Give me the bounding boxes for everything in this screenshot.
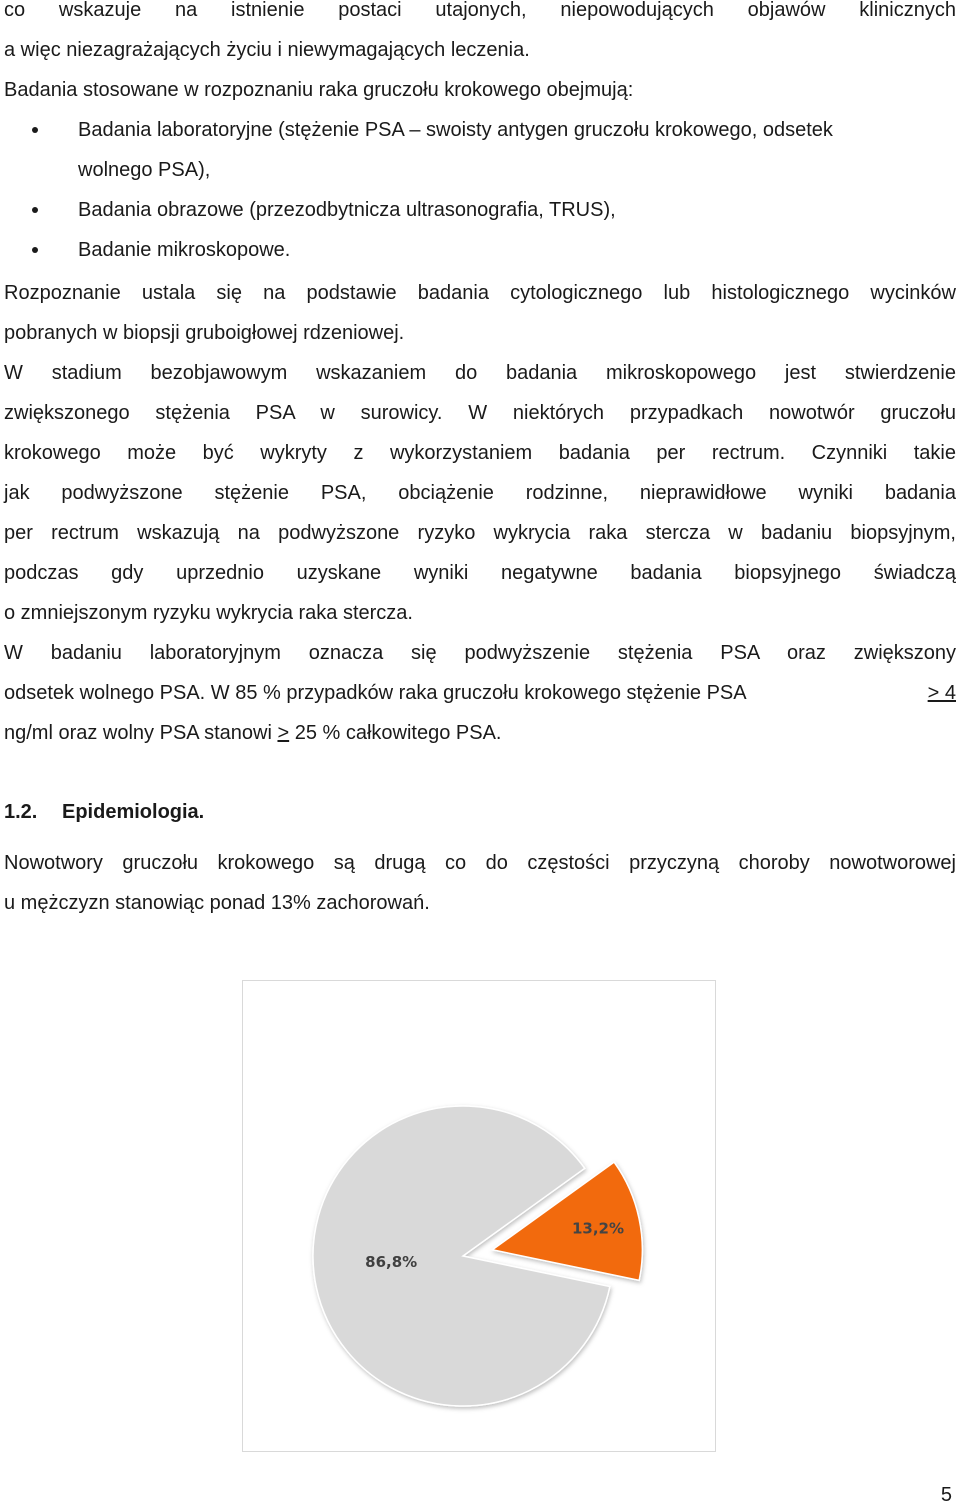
text-line: W stadium bezobjawowym wskazaniem do badania mikroskopowego jest stwierdzenie — [4, 362, 956, 384]
text-line: Badania stosowane w rozpoznaniu raka gruczołu krokowego obejmują: — [4, 79, 634, 101]
list-item-text: Badania obrazowe (przezodbytnicza ultrasonografia, TRUS), — [78, 199, 616, 221]
bullet-icon — [32, 207, 38, 213]
list-item-text: Badanie mikroskopowe. — [78, 239, 291, 261]
text-line — [4, 673, 956, 713]
section-number: 1.2. — [4, 801, 38, 823]
diagnosis-paragraph — [4, 273, 956, 753]
bullet-icon — [32, 127, 38, 133]
section-heading — [4, 792, 204, 832]
text-segment: > — [277, 722, 290, 744]
text-segment: ng/ml oraz wolny PSA stanowi — [4, 722, 272, 744]
text-line: Rozpoznanie ustala się na podstawie badania cytologicznego lub histologicznego wycinków — [4, 282, 956, 304]
page-number: 5 — [940, 1484, 952, 1506]
intro-paragraph — [4, 0, 956, 110]
text-segment: odsetek wolnego PSA. W 85 % przypadków raka gruczołu krokowego stężenie PSA — [4, 682, 747, 704]
text-line: pobranych w biopsji gruboigłowej rdzeniowej. — [4, 322, 405, 344]
pie-data-label: 86,8% — [365, 1253, 418, 1272]
list-item-text: wolnego PSA), — [78, 159, 211, 181]
text-segment: 25 % całkowitego PSA. — [289, 722, 502, 744]
text-segment: > 4 — [927, 682, 956, 704]
pie-chart — [243, 981, 715, 1451]
pie-data-label: 13,2% — [571, 1219, 625, 1238]
text-line: Nowotwory gruczołu krokowego są drugą co do częstości przyczyną choroby nowotworowej — [4, 852, 956, 874]
text-line: a więc niezagrażających życiu i niewymagających leczenia. — [4, 39, 530, 61]
text-line — [4, 713, 956, 753]
list-item — [4, 190, 956, 230]
pie-chart-frame — [242, 980, 716, 1452]
text-line: per rectrum wskazują na podwyższone ryzyko wykrycia raka stercza w badaniu biopsyjnym, — [4, 522, 956, 544]
list-item-text: Badania laboratoryjne (stężenie PSA – swoisty antygen gruczołu krokowego, odsetek — [78, 119, 833, 141]
diagnostic-methods-list — [4, 110, 956, 270]
text-line: krokowego może być wykryty z wykorzystaniem badania per rectrum. Czynniki takie — [4, 442, 956, 464]
text-line: zwiększonego stężenia PSA w surowicy. W niektórych przypadkach nowotwór gruczołu — [4, 402, 956, 424]
text-line: W badaniu laboratoryjnym oznacza się podwyższenie stężenia PSA oraz zwiększony — [4, 642, 956, 664]
epidemiology-paragraph — [4, 843, 956, 923]
text-line: jak podwyższone stężenie PSA, obciążenie rodzinne, nieprawidłowe wyniki badania — [4, 482, 956, 504]
section-title: Epidemiologia. — [62, 801, 205, 823]
text-line: u mężczyzn stanowiąc ponad 13% zachorowań. — [4, 892, 430, 914]
text-line: podczas gdy uprzednio uzyskane wyniki negatywne badania biopsyjnego świadczą — [4, 562, 956, 584]
list-item — [4, 230, 956, 270]
text-line: o zmniejszonym ryzyku wykrycia raka stercza. — [4, 602, 413, 624]
bullet-icon — [32, 247, 38, 253]
text-line: co wskazuje na istnienie postaci utajonych, niepowodujących objawów klinicznych — [4, 0, 956, 21]
list-item — [4, 110, 956, 190]
